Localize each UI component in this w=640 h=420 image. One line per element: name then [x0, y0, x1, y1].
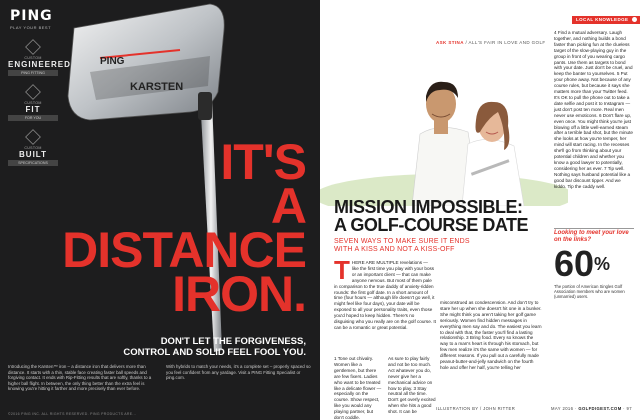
site-name: GOLFDIGEST.COM: [578, 406, 622, 411]
headline-line: A: [270, 178, 306, 234]
stat-number: [554, 243, 634, 284]
badge-big: FIT: [25, 105, 41, 114]
subhead-line: DON'T LET THE FORGIVENESS,: [160, 336, 306, 347]
ping-logo: PING: [10, 8, 53, 24]
stat-divider: [554, 228, 634, 229]
club-hosel: [198, 92, 212, 120]
column-text: HERE ARE MULTIPLE revelations — like the first time you play with your boss or an important client — that can make anyone nervous. But most of them pale in comparison to the true daddy of anxiety-ridden rounds: the first golf date. In a short amount of time (four hours — although life doesn't go well, it might feel like four days), your date will be exposed to all your personality traits, even those you'd hoped to keep hidden. There's no disguising who you really are on the golf course. It can be a romantic or great potential.: [334, 260, 436, 330]
article-column-2b: As sure to play fairly and not be too much. Act whatever you do, never give her a mechanical advice on how to play. 3 Stay neutral all the time. Don't get overly excited when she hits a good shot. It can be: [388, 356, 436, 415]
ad-legal: ©2016 PING INC. ALL RIGHTS RESERVED. PING PRODUCTS ARE...: [8, 412, 137, 416]
headline-line: DISTANCE: [62, 222, 306, 278]
folio: MAY 2016 · GOLFDIGEST.COM · 97: [551, 406, 632, 411]
dek-line: WITH A KISS AND NOT A KISS-OFF: [334, 246, 455, 253]
couple-photo: [320, 46, 568, 206]
page-number: 97: [626, 406, 632, 411]
column-name: ASK STINA: [436, 40, 464, 45]
ad-headline: [62, 134, 306, 322]
column-subtitle: / ALL'S FAIR IN LOVE AND GOLF: [463, 40, 546, 45]
issue-date: MAY 2016: [551, 406, 574, 411]
article-page: [320, 0, 640, 420]
ad-subhead: [123, 336, 306, 358]
article-column-1b: 1 Tone out chivalry. Women like a gentlemen, but there are few fixers. Ladies who want to be treated like a delicate flower — especially on the course. Show respect, like you would any playing partner, but don't coddle.: [334, 356, 382, 420]
dek-line: SEVEN WAYS TO MAKE SURE IT ENDS: [334, 238, 470, 245]
headline-line: IT'S: [220, 134, 306, 190]
section-label: LOCAL KNOWLEDGE: [576, 17, 629, 22]
badge-icon: [25, 129, 41, 145]
article-column-4: 4 Find a mutual adversary. Laugh together, and nothing builds a bond faster than picking fun at the clueless target of the slow-playing guy in the group in front of you wearing cargo pants. Use them as targets to bond with your date. Just don't be cruel, and keep the banter to yourselves. 5 Put your phone away. Not because of any course rules, but because it says she matters more than your Twitter feed. It's OK to pull the phone out to take a date selfie and post it to Instagram — just don't post ten more. Real men never use emoticons. 6 Don't flare up, even once. You might think you're just blowing off a little well-earned steam after a terrible bad shot, but the minute she looks at how you're temper, her mind will start racing. In the recesses she'll go from thinking about your potential children and whether you know a good lawyer to potentially, considering her as ever. 7 Tip well. Nothing says husband potential like a good bar discount tipper. And we kiddo. Tip the caddy well.: [554, 30, 633, 189]
badge-band: SPECIFICATIONS: [8, 160, 58, 166]
article-column-3: misconstrued as condescension. And don't try to stare her up when she doesn't hit one in a bunker. She might think you aren't taking her golf game seriously. Women find hidden messages in everything men say and do. The easiest you learn to deal with that, the faster you'll find a lasting relationship. 3 Bring food. Every so knows the way to a man's heart is through his stomach, but few men realize it's the same with women — for different reasons. If you pull out a carefully made peanut-butter-and-jelly sandwich on the fourth hole and offer her half, you're telling her: [440, 300, 542, 370]
stat-value: 60: [554, 243, 595, 284]
club-karsten-label: KARSTEN: [130, 81, 184, 93]
badge-engineered: [8, 40, 71, 76]
badge-band: FOR YOU: [8, 115, 58, 121]
badge-icon: [25, 84, 41, 100]
headline-line: IRON.: [172, 266, 306, 322]
title-line: A GOLF-COURSE DATE: [334, 215, 528, 235]
ping-brand: [10, 8, 53, 30]
column-header: [436, 40, 546, 45]
article-dek: [334, 238, 470, 254]
badge-small: CUSTOM: [24, 101, 42, 105]
ad-body-right: With hybrids to match your needs, it's a complete set – properly spaced so you feel confident from any yardage. Visit a PING Fitting Specialist or ping.com.: [166, 364, 311, 381]
illustration-credit: ILLUSTRATION BY / JOHN RITTER: [436, 406, 516, 411]
badge-fit: [8, 85, 58, 121]
section-sub-label: DEBRIEF: [576, 25, 599, 30]
brand-tagline: PLAY YOUR BEST: [10, 25, 52, 30]
badge-built: [8, 130, 58, 166]
drop-cap: T: [334, 255, 350, 285]
location-pin-icon: [632, 17, 637, 22]
article-title: [334, 198, 528, 234]
badge-small: CUSTOM: [24, 56, 42, 60]
article-column-1: [334, 255, 436, 331]
page-footer: [320, 406, 640, 414]
stat-percent-sign: %: [594, 254, 611, 274]
ad-body-left: Introducing the Karsten™ iron – a distance iron that delivers more than distance. It starts with a thin, stable face creating faster ball speeds and forgiving contact. It ends with Rip-Fitting results that are softly, thanks to a higher ball flight. In between, the only thing better than the extra feel is knowing you're hitting it farther and more precisely than ever before.: [8, 364, 152, 392]
badge-big: BUILT: [19, 150, 47, 159]
badge-small: CUSTOM: [24, 146, 42, 150]
badge-band: PING FITTING: [8, 70, 58, 76]
subhead-line: CONTROL AND SOLID FEEL FOOL YOU.: [123, 347, 306, 358]
club-ping-logo: PING: [100, 56, 125, 67]
badge-icon: [25, 39, 41, 55]
stat-question: Looking to meet your love on the links?: [554, 230, 629, 243]
badge-big: ENGINEERED: [8, 60, 71, 69]
section-tag: [572, 16, 640, 30]
title-line: MISSION IMPOSSIBLE:: [334, 197, 523, 217]
fitting-badges: [8, 40, 71, 175]
section-bar: [320, 16, 640, 30]
stat-box: [554, 230, 634, 310]
stat-description: The portion of American Singles Golf Association members who are women (unmarried) users.: [554, 284, 625, 299]
